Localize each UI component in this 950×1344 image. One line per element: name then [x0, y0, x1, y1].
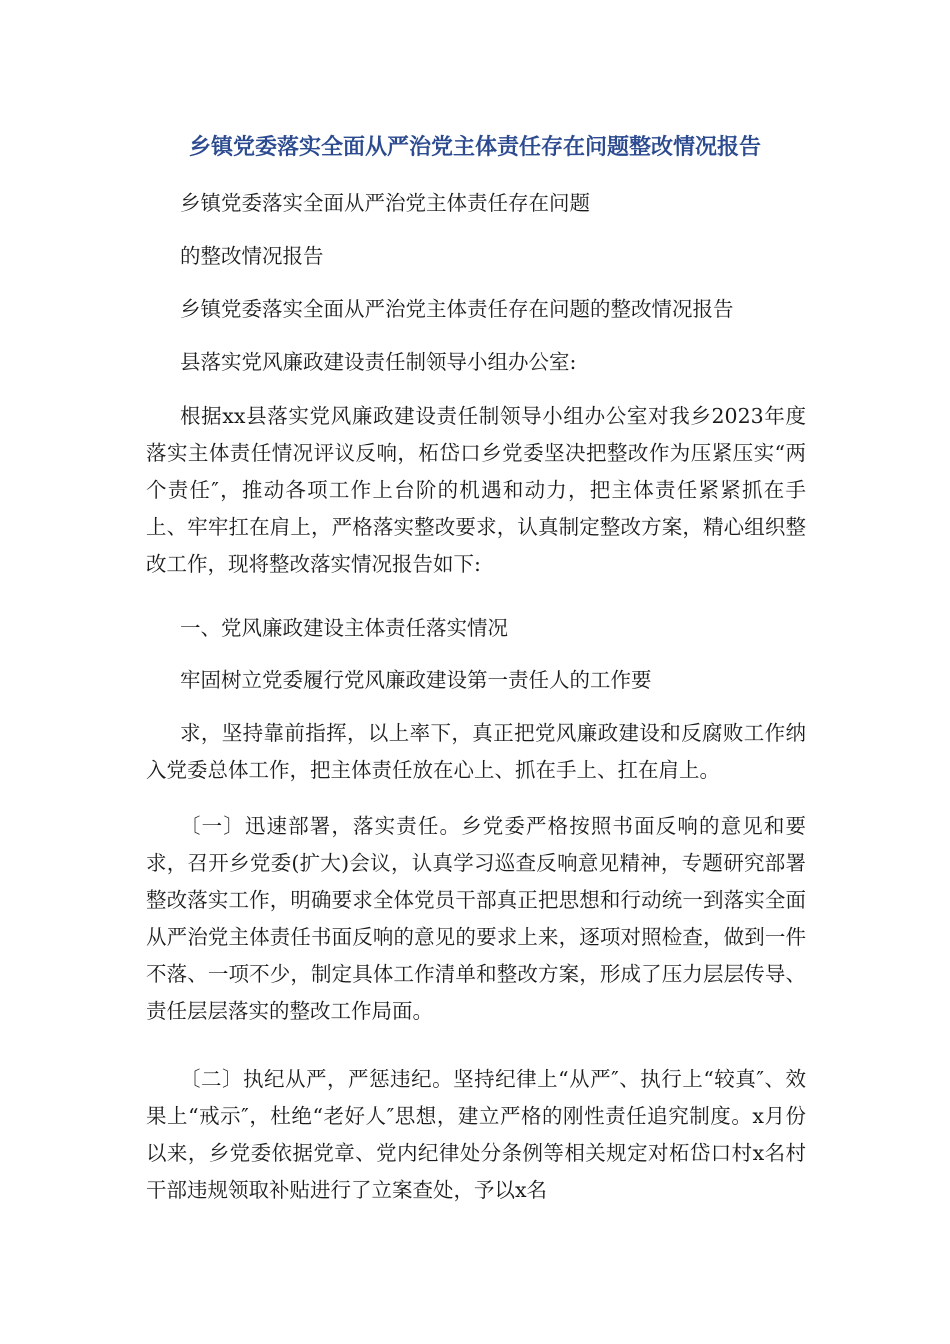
- paragraph-addressee: 县落实党风廉政建设责任制领导小组办公室:: [180, 350, 577, 374]
- paragraph-intro: 根据xx县落实党风廉政建设责任制领导小组办公室对我乡2023年度落实主体责任情况评议反响，柘岱口乡党委坚决把整改作为压紧压实“两个责任″，推动各项工作上台阶的机遇和动力，把主体责任紧紧抓在手上、牢牢扛在肩上，严格落实整改要求，认真制定整改方案，精心组织整改工作，现将整改落实情况报告如下:: [146, 404, 806, 576]
- paragraph-subsection-2: 〔二〕执纪从严，严惩违纪。坚持纪律上“从严″、执行上“较真″、效果上“戒示″，杜绝“老好人″思想，建立严格的刚性责任追究制度。x月份以来，乡党委依据党章、党内纪律处分条例等相关规定对柘岱口村x名村干部违规领取补贴进行了立案查处，予以x名: [146, 1067, 806, 1202]
- paragraph-subsection-1: 〔一〕迅速部署，落实责任。乡党委严格按照书面反响的意见和要求，召开乡党委(扩大)会议，认真学习巡查反响意见精神，专题研究部署整改落实工作，明确要求全体党员干部真正把思想和行动统一到落实全面从严治党主体责任书面反响的意见的要求上来，逐项对照检查，做到一件不落、一项不少，制定具体工作清单和整改方案，形成了压力层层传导、责任层层落实的整改工作局面。: [146, 814, 806, 1023]
- paragraph-heading-line-1: 乡镇党委落实全面从严治党主体责任存在问题: [180, 191, 590, 215]
- paragraph-heading-line-2: 的整改情况报告: [180, 244, 324, 268]
- document-title: 乡镇党委落实全面从严治党主体责任存在问题整改情况报告: [188, 135, 761, 160]
- paragraph-section1-lead: 牢固树立党委履行党风廉政建设第一责任人的工作要: [180, 668, 652, 692]
- paragraph-full-title: 乡镇党委落实全面从严治党主体责任存在问题的整改情况报告: [180, 297, 734, 321]
- section-heading-1: 一、党风廉政建设主体责任落实情况: [180, 616, 508, 640]
- paragraph-section1-body: 求，坚持靠前指挥，以上率下，真正把党风廉政建设和反腐败工作纳入党委总体工作，把主体责任放在心上、抓在手上、扛在肩上。: [146, 721, 806, 782]
